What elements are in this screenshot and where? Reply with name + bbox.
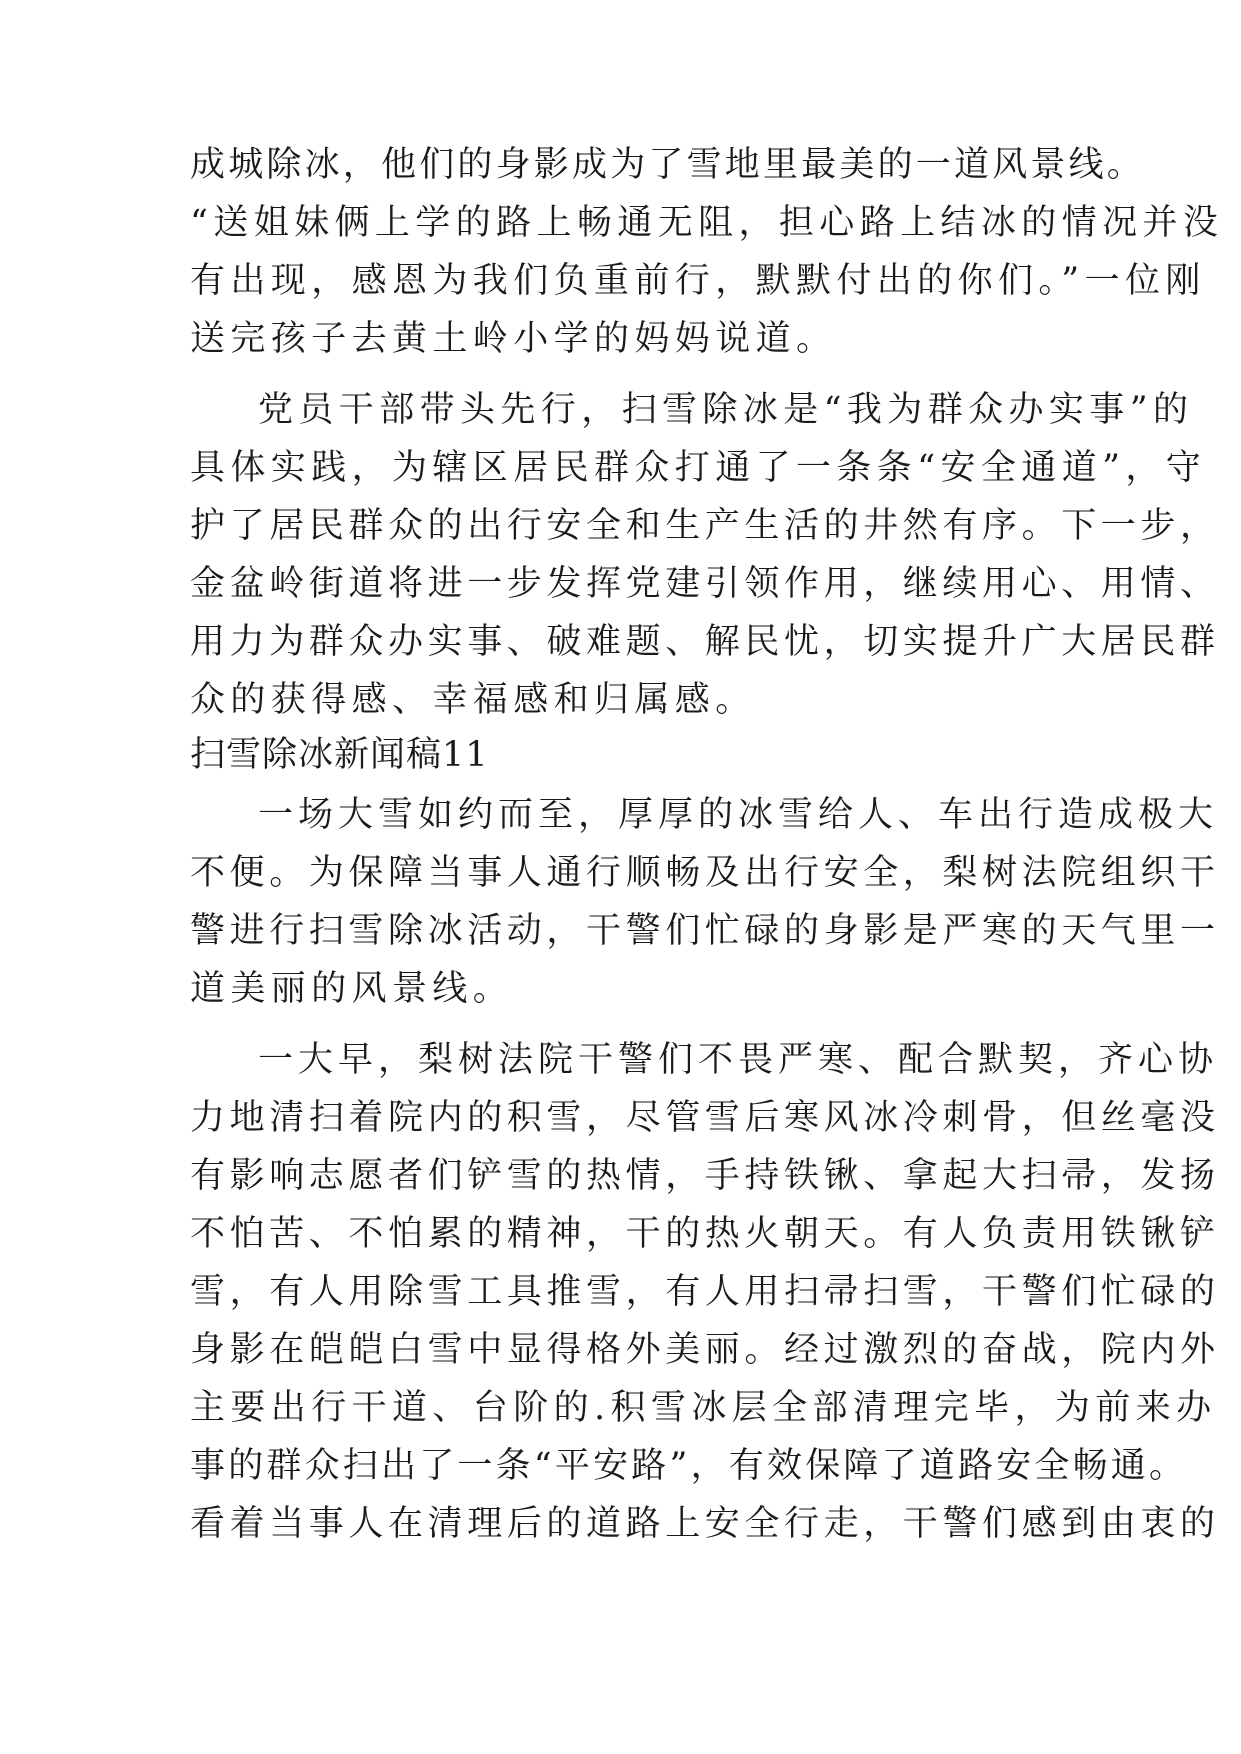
text-line: 雪，有人用除雪工具推雪，有人用扫帚扫雪，干警们忙碌的 [190,1272,1220,1312]
text-line: 事的群众扫出了一条“平安路”，有效保障了道路安全畅通。 [190,1446,1188,1486]
text-line: 金盆岭街道将进一步发挥党建引领作用，继续用心、用情、 [190,564,1220,604]
text-line: 有出现，感恩为我们负重前行，默默付出的你们。”一位刚 [190,261,1206,301]
text-line: 看着当事人在清理后的道路上安全行走，干警们感到由衷的 [190,1504,1220,1544]
paragraph-first-line: 一大早，梨树法院干警们不畏严寒、配合默契，齐心协 [258,1040,1219,1080]
text-line: 有影响志愿者们铲雪的热情，手持铁锹、拿起大扫帚，发扬 [190,1156,1220,1196]
text-line: 众的获得感、幸福感和归属感。 [190,680,756,720]
paragraph-first-line: 党员干部带头先行，扫雪除冰是“我为群众办实事”的 [258,390,1194,430]
text-line: 具体实践，为辖区居民群众打通了一条条“安全通道”，守 [190,448,1207,488]
text-line: 用力为群众办实事、破难题、解民忧，切实提升广大居民群 [190,622,1220,662]
text-line: 不怕苦、不怕累的精神，干的热火朝天。有人负责用铁锹铲 [190,1214,1220,1254]
text-line: 送完孩子去黄土岭小学的妈妈说道。 [190,319,837,359]
text-line: 成城除冰，他们的身影成为了雪地里最美的一道风景线。 [190,145,1146,185]
text-line: 身影在皑皑白雪中显得格外美丽。经过激烈的奋战，院内外 [190,1330,1220,1370]
text-line: 道美丽的风景线。 [190,969,514,1009]
text-line: 不便。为保障当事人通行顺畅及出行安全，梨树法院组织干 [190,853,1220,893]
section-heading: 扫雪除冰新闻稿11 [190,735,489,775]
text-line: 护了居民群众的出行安全和生产生活的井然有序。下一步， [190,506,1220,546]
text-line: 警进行扫雪除冰活动，干警们忙碌的身影是严寒的天气里一 [190,911,1220,951]
text-line: “送姐妹俩上学的路上畅通无阻，担心路上结冰的情况并没 [190,203,1224,243]
text-line: 力地清扫着院内的积雪，尽管雪后寒风冰冷刺骨，但丝毫没 [190,1098,1220,1138]
text-line: 主要出行干道、台阶的.积雪冰层全部清理完毕，为前来办 [190,1388,1217,1428]
paragraph-first-line: 一场大雪如约而至，厚厚的冰雪给人、车出行造成极大 [258,795,1219,835]
